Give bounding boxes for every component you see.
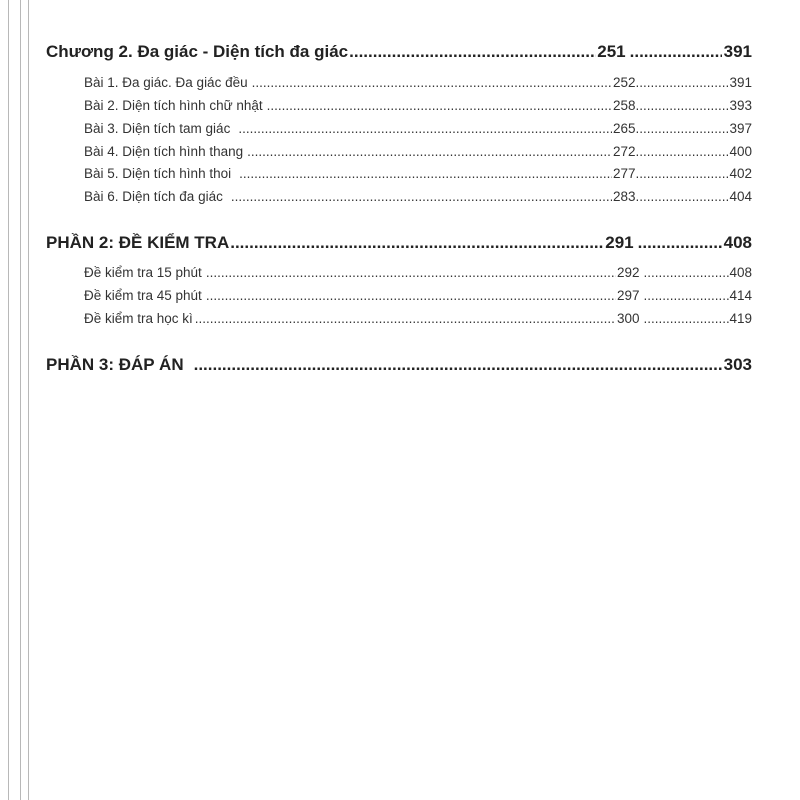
toc-test-1[interactable] [84, 265, 752, 280]
toc-leader [635, 189, 729, 204]
toc-page-a: 300 [616, 311, 640, 326]
toc-lesson-title: Bài 4. Diện tích hình thang [84, 144, 244, 159]
toc-page-b: 408 [723, 233, 752, 252]
toc-lesson-5[interactable] [84, 166, 752, 181]
toc-lesson-6[interactable] [84, 189, 752, 204]
toc-lesson-title: Bài 5. Diện tích hình thoi [84, 166, 232, 181]
toc-page-a: 297 [616, 288, 640, 303]
toc-chapter-title: Chương 2. Đa giác - Diện tích đa giác [46, 42, 349, 61]
toc-leader [267, 98, 612, 113]
toc-page-a: 265 [612, 121, 636, 136]
toc-leader [643, 288, 729, 303]
toc-test-2[interactable] [84, 288, 752, 303]
toc-page-a: 277 [612, 166, 636, 181]
toc-part-title: PHẦN 2: ĐỀ KIỂM TRA [46, 233, 230, 252]
toc-page-a: 283 [612, 189, 636, 204]
toc-lesson-title: Bài 1. Đa giác. Đa giác đều [84, 75, 248, 90]
toc-leader [238, 121, 612, 136]
toc-page-b: 402 [729, 166, 752, 181]
toc-test-title: Đề kiểm tra 45 phút [84, 288, 202, 303]
toc-page-b: 393 [729, 98, 752, 113]
toc-page-a: 251 [597, 42, 626, 61]
toc-page-b: 397 [729, 121, 752, 136]
toc-page-a: 291 [605, 233, 634, 252]
toc-leader [635, 121, 729, 136]
toc-test-title: Đề kiểm tra 15 phút [84, 265, 202, 280]
toc-leader [239, 166, 612, 181]
toc-chapter-2[interactable] [46, 42, 752, 62]
toc-page-b: 400 [729, 144, 752, 159]
toc-leader [643, 311, 729, 326]
toc-page-a: 258 [612, 98, 636, 113]
toc-leader [638, 233, 722, 253]
toc-page-b: 391 [729, 75, 752, 90]
toc-lesson-2[interactable] [84, 98, 752, 113]
toc-part-2[interactable] [46, 233, 752, 253]
toc-lesson-4[interactable] [84, 144, 752, 159]
toc-page: 303 [723, 355, 752, 374]
toc-part-title: PHẦN 3: ĐÁP ÁN [46, 355, 184, 374]
toc-leader [231, 189, 612, 204]
toc-page-b: 391 [723, 42, 752, 61]
margin-line [28, 0, 29, 800]
toc-lesson-title: Bài 6. Diện tích đa giác [84, 189, 223, 204]
toc-leader [349, 42, 596, 62]
toc-leader [635, 75, 729, 90]
toc-lesson-title: Bài 3. Diện tích tam giác [84, 121, 231, 136]
toc-leader [194, 355, 723, 375]
margin-line [20, 0, 21, 800]
toc-page-a: 252 [612, 75, 636, 90]
toc-test-3[interactable] [84, 311, 752, 326]
toc-part-3[interactable] [46, 355, 752, 375]
toc-page-a: 292 [616, 265, 640, 280]
toc-lesson-3[interactable] [84, 121, 752, 136]
toc-leader [230, 233, 604, 253]
toc-leader [630, 42, 722, 62]
toc-leader [635, 144, 729, 159]
toc-leader [206, 265, 616, 280]
toc-page-b: 408 [729, 265, 752, 280]
toc-leader [206, 288, 616, 303]
toc-test-title: Đề kiểm tra học kì [84, 311, 193, 326]
toc-page-b: 419 [729, 311, 752, 326]
toc-lesson-title: Bài 2. Diện tích hình chữ nhật [84, 98, 263, 113]
toc-page-b: 414 [729, 288, 752, 303]
margin-line [8, 0, 9, 800]
toc-leader [252, 75, 612, 90]
toc-lesson-1[interactable] [84, 75, 752, 90]
toc-leader [635, 98, 729, 113]
toc-leader [643, 265, 729, 280]
toc-page-a: 272 [612, 144, 636, 159]
page-margin-lines [0, 0, 40, 800]
toc-leader [247, 144, 612, 159]
toc-page-b: 404 [729, 189, 752, 204]
toc-leader [635, 166, 729, 181]
toc-leader [195, 311, 616, 326]
